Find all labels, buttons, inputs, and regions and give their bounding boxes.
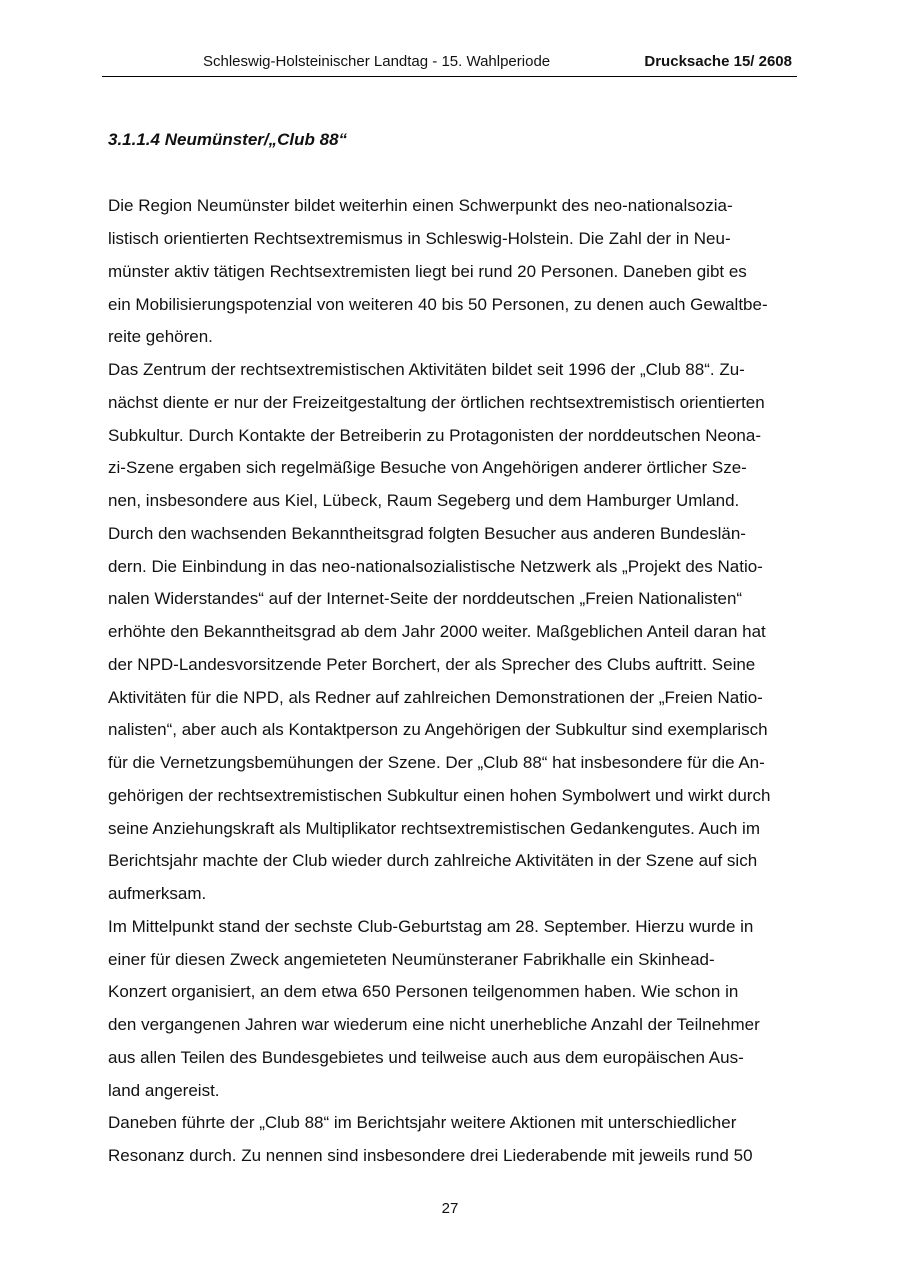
body-line: aus allen Teilen des Bundesgebietes und teilweise auch aus dem europäischen Aus-: [108, 1048, 744, 1067]
body-line: erhöhte den Bekanntheitsgrad ab dem Jahr 2000 weiter. Maßgeblichen Anteil daran hat: [108, 622, 766, 641]
body-line: Daneben führte der „Club 88“ im Berichtsjahr weitere Aktionen mit unterschiedlicher: [108, 1113, 737, 1132]
body-line: Subkultur. Durch Kontakte der Betreiberin zu Protagonisten der norddeutschen Neona-: [108, 426, 762, 445]
body-line: Das Zentrum der rechtsextremistischen Aktivitäten bildet seit 1996 der „Club 88“. Zu-: [108, 360, 745, 379]
body-line: den vergangenen Jahren war wiederum eine nicht unerhebliche Anzahl der Teilnehmer: [108, 1015, 760, 1034]
body-line: dern. Die Einbindung in das neo-nationalsozialistische Netzwerk als „Projekt des Natio-: [108, 557, 763, 576]
body-line: nalisten“, aber auch als Kontaktperson zu Angehörigen der Subkultur sind exemplarisch: [108, 720, 768, 739]
body-line: Die Region Neumünster bildet weiterhin einen Schwerpunkt des neo-nationalsozia-: [108, 196, 733, 215]
body-line: Konzert organisiert, an dem etwa 650 Personen teilgenommen haben. Wie schon in: [108, 982, 739, 1001]
page-number: 27: [441, 1200, 459, 1217]
body-line: Aktivitäten für die NPD, als Redner auf zahlreichen Demonstrationen der „Freien Natio-: [108, 688, 763, 707]
body-line: Durch den wachsenden Bekanntheitsgrad folgten Besucher aus anderen Bundeslän-: [108, 524, 746, 543]
page-header: [102, 52, 797, 77]
body-line: nen, insbesondere aus Kiel, Lübeck, Raum Segeberg und dem Hamburger Umland.: [108, 491, 740, 510]
body-line: für die Vernetzungsbemühungen der Szene. Der „Club 88“ hat insbesondere für die An-: [108, 753, 765, 772]
body-line: listisch orientierten Rechtsextremismus in Schleswig-Holstein. Die Zahl der in Neu-: [108, 229, 731, 248]
body-line: seine Anziehungskraft als Multiplikator rechtsextremistischen Gedankengutes. Auch im: [108, 819, 760, 838]
body-line: nalen Widerstandes“ auf der Internet-Seite der norddeutschen „Freien Nationalisten“: [108, 589, 743, 608]
body-line: gehörigen der rechtsextremistischen Subkultur einen hohen Symbolwert und wirkt durch: [108, 786, 771, 805]
header-title: Schleswig-Holsteinischer Landtag - 15. Wahlperiode: [203, 53, 551, 70]
body-line: Im Mittelpunkt stand der sechste Club-Geburtstag am 28. September. Hierzu wurde in: [108, 917, 754, 936]
section-title: 3.1.1.4 Neumünster/„Club 88“: [108, 130, 348, 149]
body-line: Berichtsjahr machte der Club wieder durch zahlreiche Aktivitäten in der Szene auf sich: [108, 851, 758, 870]
body-line: ein Mobilisierungspotenzial von weiteren 40 bis 50 Personen, zu denen auch Gewaltbe-: [108, 295, 768, 314]
body-line: aufmerksam.: [108, 884, 207, 903]
body-line: nächst diente er nur der Freizeitgestaltung der örtlichen rechtsextremistisch orientierten: [108, 393, 765, 412]
body-line: land angereist.: [108, 1081, 220, 1100]
body-line: münster aktiv tätigen Rechtsextremisten liegt bei rund 20 Personen. Daneben gibt es: [108, 262, 747, 281]
body-line: zi-Szene ergaben sich regelmäßige Besuche von Angehörigen anderer örtlicher Sze-: [108, 458, 747, 477]
body-line: reite gehören.: [108, 327, 213, 346]
body-line: Resonanz durch. Zu nennen sind insbesondere drei Liederabende mit jeweils rund 50: [108, 1146, 753, 1165]
body-line: einer für diesen Zweck angemieteten Neumünsteraner Fabrikhalle ein Skinhead-: [108, 950, 715, 969]
body-line: der NPD-Landesvorsitzende Peter Borchert, der als Sprecher des Clubs auftritt. Seine: [108, 655, 756, 674]
header-doc-number: Drucksache 15/ 2608: [644, 53, 792, 70]
